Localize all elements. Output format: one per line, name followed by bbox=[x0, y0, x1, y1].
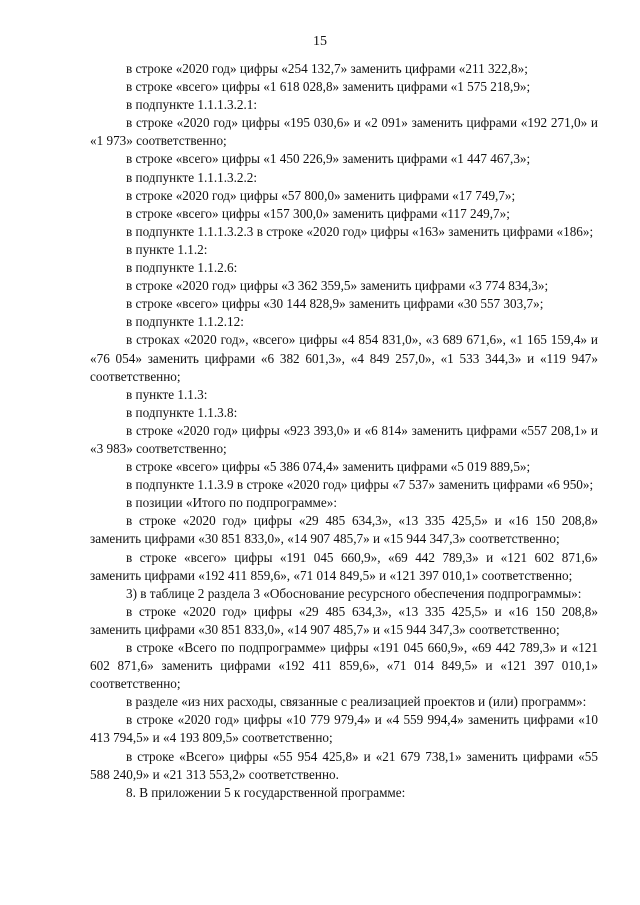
paragraph: в строке «всего» цифры «191 045 660,9», «69 442 789,3» и «121 602 871,6» заменить цифрами «192 411 859,6», «71 014 849,5» и «121 397 010,1» соответственно; bbox=[90, 549, 598, 583]
paragraph: 3) в таблице 2 раздела 3 «Обоснование ресурсного обеспечения подпрограммы»: bbox=[126, 585, 582, 601]
paragraph: в подпункте 1.1.2.6: bbox=[126, 260, 238, 276]
paragraph: в строке «2020 год» цифры «10 779 979,4» и «4 559 994,4» заменить цифрами «10 413 794,5» и «4 193 809,5» соответственно; bbox=[90, 712, 598, 746]
paragraph: в позиции «Итого по подпрограмме»: bbox=[126, 495, 338, 511]
paragraph: в строке «2020 год» цифры «3 362 359,5» заменить цифрами «3 774 834,3»; bbox=[126, 278, 549, 294]
paragraph: в строке «2020 год» цифры «195 030,6» и «2 091» заменить цифрами «192 271,0» и «1 973» соответственно; bbox=[90, 115, 598, 149]
paragraph: в подпункте 1.1.1.3.2.3 в строке «2020 год» цифры «163» заменить цифрами «186»; bbox=[126, 223, 594, 239]
paragraph: в подпункте 1.1.3.8: bbox=[126, 404, 238, 420]
paragraph: в строке «всего» цифры «5 386 074,4» заменить цифрами «5 019 889,5»; bbox=[126, 459, 531, 475]
paragraph: в строках «2020 год», «всего» цифры «4 854 831,0», «3 689 671,6», «1 165 159,4» и «76 054» заменить цифрами «6 382 601,3», «4 849 257,0», «1 533 344,3» и «119 947» соответственно; bbox=[90, 332, 598, 384]
paragraph: в строке «Всего» цифры «55 954 425,8» и «21 679 738,1» заменить цифрами «55 588 240,9» и «21 313 553,2» соответственно. bbox=[90, 748, 598, 782]
paragraph: в строке «Всего по подпрограмме» цифры «191 045 660,9», «69 442 789,3» и «121 602 871,6» заменить цифрами «192 411 859,6», «71 014 849,5» и «121 397 010,1» соответственно; bbox=[90, 640, 598, 692]
paragraph: в строке «2020 год» цифры «29 485 634,3», «13 335 425,5» и «16 150 208,8» заменить цифрами «30 851 833,0», «14 907 485,7» и «15 944 347,3» соответственно; bbox=[90, 603, 598, 637]
paragraph: в строке «всего» цифры «1 618 028,8» заменить цифрами «1 575 218,9»; bbox=[126, 79, 531, 95]
paragraph: в строке «2020 год» цифры «29 485 634,3», «13 335 425,5» и «16 150 208,8» заменить цифрами «30 851 833,0», «14 907 485,7» и «15 944 347,3» соответственно; bbox=[90, 513, 598, 547]
paragraph: в строке «всего» цифры «30 144 828,9» заменить цифрами «30 557 303,7»; bbox=[126, 296, 544, 312]
paragraph: в пункте 1.1.2: bbox=[126, 241, 208, 257]
paragraph: в подпункте 1.1.3.9 в строке «2020 год» цифры «7 537» заменить цифрами «6 950»; bbox=[126, 477, 594, 493]
paragraph: в строке «всего» цифры «157 300,0» заменить цифрами «117 249,7»; bbox=[126, 205, 510, 221]
paragraph: в подпункте 1.1.2.12: bbox=[126, 314, 244, 330]
paragraph: в разделе «из них расходы, связанные с реализацией проектов и (или) программ»: bbox=[126, 694, 587, 710]
document-body bbox=[90, 60, 598, 802]
paragraph: в подпункте 1.1.1.3.2.2: bbox=[126, 169, 258, 185]
paragraph: в строке «всего» цифры «1 450 226,9» заменить цифрами «1 447 467,3»; bbox=[126, 151, 531, 167]
paragraph: в подпункте 1.1.1.3.2.1: bbox=[126, 97, 258, 113]
paragraph: в строке «2020 год» цифры «57 800,0» заменить цифрами «17 749,7»; bbox=[126, 187, 516, 203]
paragraph: в пункте 1.1.3: bbox=[126, 386, 208, 402]
paragraph: в строке «2020 год» цифры «923 393,0» и «6 814» заменить цифрами «557 208,1» и «3 983» соответственно; bbox=[90, 422, 598, 456]
paragraph: в строке «2020 год» цифры «254 132,7» заменить цифрами «211 322,8»; bbox=[126, 61, 528, 76]
paragraph: 8. В приложении 5 к государственной программе: bbox=[126, 784, 406, 800]
page-number: 15 bbox=[313, 34, 327, 49]
